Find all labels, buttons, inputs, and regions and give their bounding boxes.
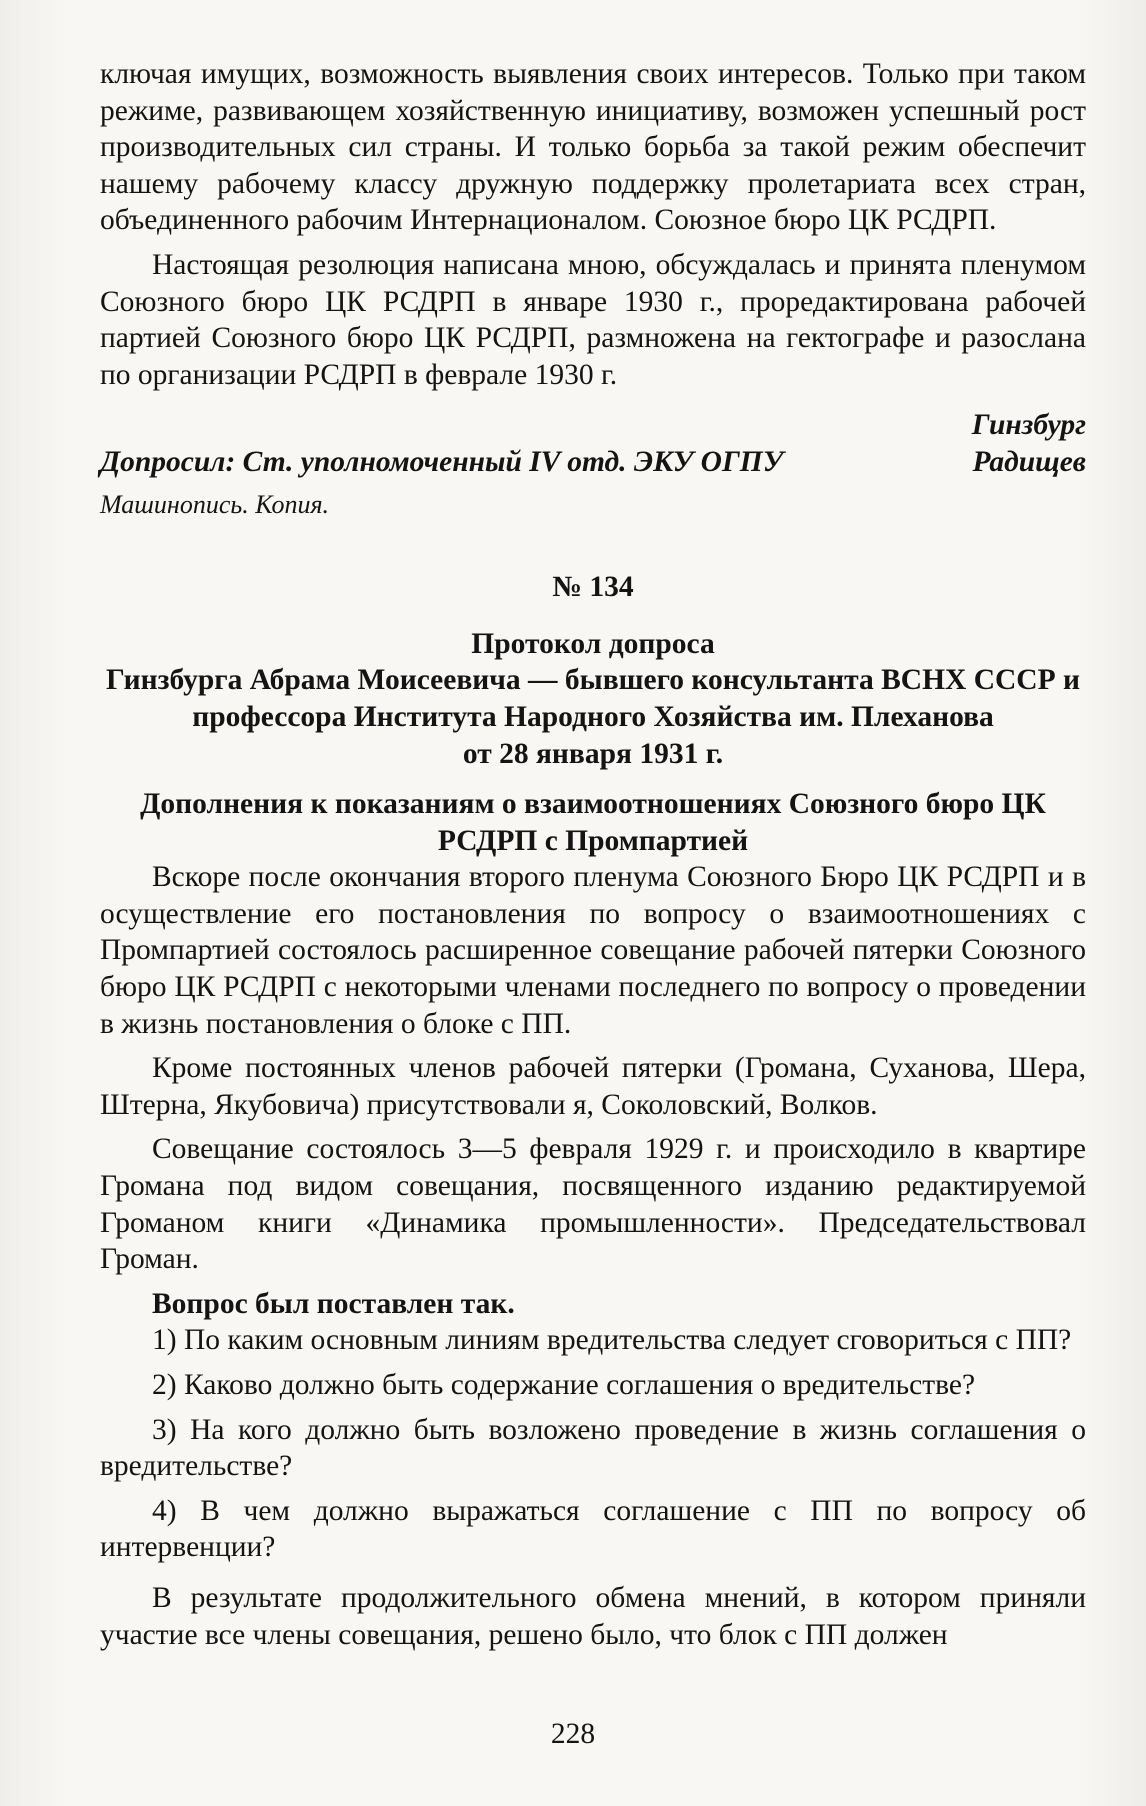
- paragraph-meeting: Вскоре после окончания второго пленума Союзного Бюро ЦК РСДРП и в осуществление его постановления по вопросу о взаимоотношениях с Промпартией состоялось расширенное совещание рабочей пятерки Союзного бюро ЦК РСДРП с некоторыми членами последнего по вопросу о проведении в жизнь постановления о блоке с ПП.: [100, 861, 1086, 1040]
- signature-ginzburg: Гинзбург: [971, 409, 1086, 442]
- question-3: 3) На кого должно быть возложено проведение в жизнь соглашения о вредительстве?: [100, 1413, 1086, 1483]
- document-date: от 28 января 1931 г.: [462, 737, 724, 770]
- paragraph-meeting-date: Совещание состоялось 3—5 февраля 1929 г. и происходило в квартире Громана под видом совещания, посвященного изданию редактируемой Громаном книги «Динамика промышленности». Председательствовал Громан.: [100, 1133, 1086, 1276]
- document-number: № 134: [552, 571, 634, 604]
- document-title-subject: Гинзбурга Абрама Моисеевича — бывшего консультанта ВСНХ СССР и профессора Института Народного Хозяйства им. Плеханова: [105, 664, 1081, 733]
- question-4: 4) В чем должно выражаться соглашение с ПП по вопросу об интервенции?: [100, 1494, 1086, 1564]
- document-title: Протокол допроса: [471, 627, 715, 660]
- document-body: [100, 56, 1086, 1653]
- question-1: 1) По каким основным линиям вредительства следует сговориться с ПП?: [152, 1324, 1072, 1357]
- archive-note: Машинопись. Копия.: [100, 489, 330, 519]
- interrogator-line: [100, 444, 1086, 481]
- section-heading: Дополнения к показаниям о взаимоотношениях Союзного бюро ЦК РСДРП с Промпартией: [140, 788, 1046, 857]
- interrogator-title: Допросил: Ст. уполномоченный IV отд. ЭКУ ОГПУ: [100, 445, 784, 478]
- interrogator-name: Радищев: [972, 445, 1086, 478]
- paragraph-attendees: Кроме постоянных членов рабочей пятерки (Громана, Суханова, Шера, Штерна, Якубовича) присутствовали я, Соколовский, Волков.: [100, 1052, 1086, 1121]
- page-number: 228: [550, 1718, 596, 1750]
- paragraph-result: В результате продолжительного обмена мнений, в котором приняли участие все члены совещания, решено было, что блок с ПП должен: [100, 1581, 1086, 1651]
- paragraph-resolution-note: Настоящая резолюция написана мною, обсуждалась и принята пленумом Союзного бюро ЦК РСДРП в январе 1930 г., проредактирована рабочей партией Союзного бюро ЦК РСДРП, размножена на гектографе и разослана по организации РСДРП в феврале 1930 г.: [100, 248, 1086, 391]
- question-2: 2) Каково должно быть содержание соглашения о вредительстве?: [152, 1369, 976, 1401]
- paragraph-resolution-end: ключая имущих, возможность выявления своих интересов. Только при таком режиме, развивающем хозяйственную инициативу, возможен успешный рост производительных сил страны. И только борьба за такой режим обеспечит нашему рабочему классу дружную поддержку пролетариата всех стран, объединенного рабочим Интернационалом. Союзное бюро ЦК РСДРП.: [100, 58, 1086, 237]
- questions-heading: Вопрос был поставлен так.: [152, 1287, 515, 1320]
